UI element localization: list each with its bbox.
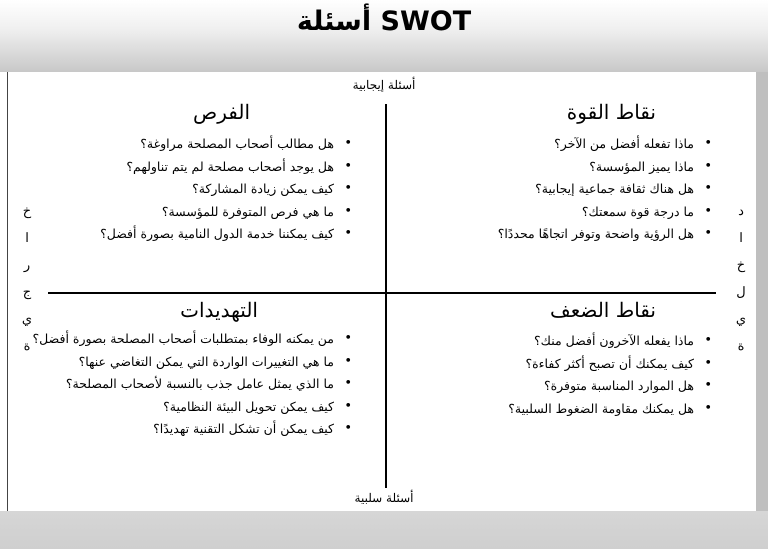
internal-letter: د bbox=[738, 204, 744, 219]
external-letter: ة bbox=[23, 339, 31, 354]
strengths-title: نقاط القوة bbox=[566, 100, 656, 124]
weaknesses-list bbox=[391, 330, 716, 420]
threats-title: التهديدات bbox=[180, 298, 258, 322]
list-item: • كيف يمكنك أن تصبح أكثر كفاءة؟ bbox=[391, 353, 716, 376]
positive-questions-label: أسئلة إيجابية bbox=[352, 78, 416, 92]
list-item: • كيف يمكن زيادة المشاركة؟ bbox=[26, 178, 356, 201]
external-letter: ر bbox=[23, 258, 31, 273]
external-letter: ا bbox=[25, 231, 29, 246]
bottom-band bbox=[0, 511, 768, 549]
page-title: أسئلة SWOT bbox=[296, 6, 472, 37]
opportunities-list bbox=[26, 133, 356, 246]
list-item: • ماذا تفعله أفضل من الآخر؟ bbox=[391, 133, 716, 156]
strengths-list bbox=[391, 133, 716, 246]
list-item: • ما هي التغييرات الواردة التي يمكن التغاضي عنها؟ bbox=[26, 351, 356, 374]
threats-list bbox=[26, 328, 356, 441]
negative-questions-label: أسئلة سلبية bbox=[354, 491, 414, 505]
internal-letter: ل bbox=[736, 285, 746, 300]
internal-side-label bbox=[731, 198, 751, 360]
list-item: • من يمكنه الوفاء بمتطلبات أصحاب المصلحة بصورة أفضل؟ bbox=[26, 328, 356, 351]
internal-letter: ا bbox=[739, 231, 743, 246]
internal-letter: ة bbox=[737, 339, 745, 354]
external-letter: ي bbox=[21, 312, 33, 327]
external-letter: ج bbox=[22, 285, 32, 300]
vertical-divider bbox=[385, 104, 387, 488]
list-item: • هل يمكنك مقاومة الضغوط السلبية؟ bbox=[391, 398, 716, 421]
list-item: • هل الموارد المناسبة متوفرة؟ bbox=[391, 375, 716, 398]
list-item: • ما الذي يمثل عامل جذب بالنسبة لأصحاب المصلحة؟ bbox=[26, 373, 356, 396]
horizontal-divider bbox=[48, 292, 716, 294]
list-item: • ماذا يميز المؤسسة؟ bbox=[391, 156, 716, 179]
frame-right-edge bbox=[756, 72, 768, 512]
frame-left-border bbox=[7, 72, 8, 512]
list-item: • هل الرؤية واضحة وتوفر اتجاهًا محددًا؟ bbox=[391, 223, 716, 246]
list-item: • هل هناك ثقافة جماعية إيجابية؟ bbox=[391, 178, 716, 201]
opportunities-title: الفرص bbox=[193, 100, 250, 124]
list-item: • كيف يمكننا خدمة الدول النامية بصورة أفضل؟ bbox=[26, 223, 356, 246]
list-item: • هل يوجد أصحاب مصلحة لم يتم تناولهم؟ bbox=[26, 156, 356, 179]
list-item: • ماذا يفعله الآخرون أفضل منك؟ bbox=[391, 330, 716, 353]
external-letter: خ bbox=[22, 204, 32, 219]
list-item: • هل مطالب أصحاب المصلحة مراوغة؟ bbox=[26, 133, 356, 156]
list-item: • ما هي فرص المتوفرة للمؤسسة؟ bbox=[26, 201, 356, 224]
internal-letter: خ bbox=[736, 258, 746, 273]
list-item: • ما درجة قوة سمعتك؟ bbox=[391, 201, 716, 224]
internal-letter: ي bbox=[735, 312, 747, 327]
weaknesses-title: نقاط الضعف bbox=[550, 298, 656, 322]
list-item: • كيف يمكن أن تشكل التقنية تهديدًا؟ bbox=[26, 418, 356, 441]
list-item: • كيف يمكن تحويل البيئة النظامية؟ bbox=[26, 396, 356, 419]
